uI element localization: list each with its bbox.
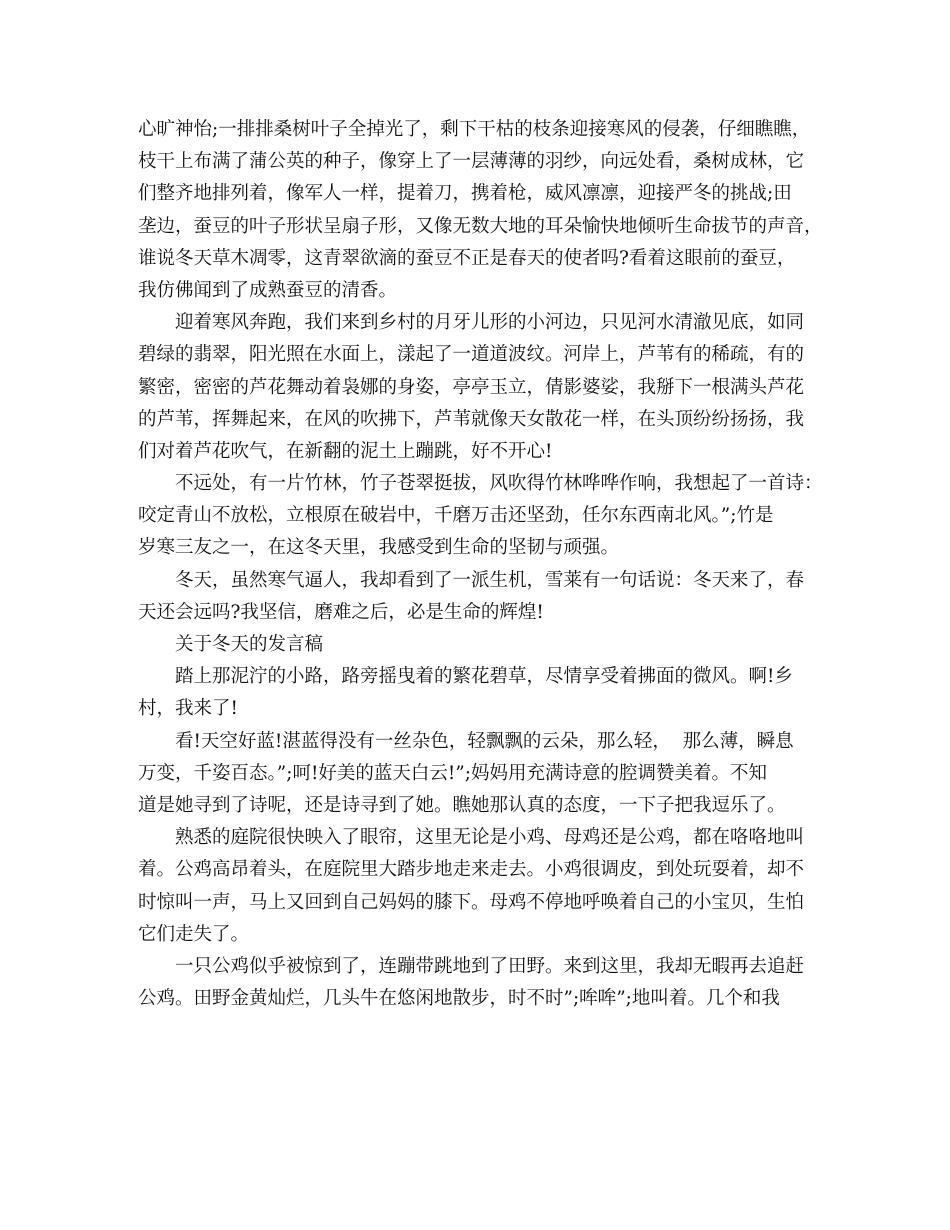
text-line: 繁密，密密的芦花舞动着袅娜的身姿，亭亭玉立，倩影婆娑，我掰下一根满头芦花 <box>138 376 805 398</box>
text-line: 天还会远吗?我坚信，磨难之后，必是生命的辉煌! <box>138 601 544 623</box>
text-line: 时惊叫一声，马上又回到自己妈妈的膝下。母鸡不停地呼唤着自己的小宝贝，生怕 <box>138 891 805 913</box>
text-line: 不远处，有一片竹林，竹子苍翠挺拔，风吹得竹林哗哗作响，我想起了一首诗： <box>175 473 823 495</box>
text-line: 公鸡。田野金黄灿烂，几头牛在悠闲地散步，时不时”;哞哞”;地叫着。几个和我 <box>138 988 780 1010</box>
text-line: 岁寒三友之一，在这冬天里，我感受到生命的坚韧与顽强。 <box>138 537 620 559</box>
text-line: 碧绿的翡翠，阳光照在水面上，漾起了一道道波纹。河岸上，芦苇有的稀疏，有的 <box>138 344 805 366</box>
text-line: 万变，千姿百态。”;呵!好美的蓝天白云!”;妈妈用充满诗意的腔调赞美着。不知 <box>138 762 768 784</box>
text-line: 枝干上布满了蒲公英的种子，像穿上了一层薄薄的羽纱，向远处看，桑树成林，它 <box>138 151 805 173</box>
text-line: 垄边，蚕豆的叶子形状呈扇子形，又像无数大地的耳朵愉快地倾听生命拔节的声音， <box>138 215 823 237</box>
text-line: 我仿佛闻到了成熟蚕豆的清香。 <box>138 279 398 301</box>
text-line: 冬天，虽然寒气逼人，我却看到了一派生机，雪莱有一句话说：冬天来了，春 <box>175 569 805 591</box>
text-line: 一只公鸡似乎被惊到了，连蹦带跳地到了田野。来到这里，我却无暇再去追赶 <box>175 955 805 977</box>
text-line: 着。公鸡高昂着头，在庭院里大踏步地走来走去。小鸡很调皮，到处玩耍着，却不 <box>138 859 805 881</box>
text-line: 咬定青山不放松，立根原在破岩中，千磨万击还坚劲，任尔东西南北风。”;竹是 <box>138 505 774 527</box>
text-line: 村，我来了! <box>138 698 238 720</box>
text-line: 熟悉的庭院很快映入了眼帘，这里无论是小鸡、母鸡还是公鸡，都在咯咯地叫 <box>175 827 805 849</box>
section-heading: 关于冬天的发言稿 <box>175 634 324 655</box>
text-line: 们整齐地排列着，像军人一样，提着刀，携着枪，威风凛凛，迎接严冬的挑战;田 <box>138 183 792 205</box>
text-line: 的芦苇，挥舞起来，在风的吹拂下，芦苇就像天女散花一样，在头顶纷纷扬扬，我 <box>138 408 805 430</box>
text-line: 道是她寻到了诗呢，还是诗寻到了她。瞧她那认真的态度，一下子把我逗乐了。 <box>138 794 786 816</box>
document-body <box>138 114 828 1015</box>
text-line: 它们走失了。 <box>138 923 250 945</box>
text-line: 们对着芦花吹气，在新翻的泥土上蹦跳，好不开心! <box>138 440 553 462</box>
text-line: 踏上那泥泞的小路，路旁摇曳着的繁花碧草，尽情享受着拂面的微风。啊!乡 <box>175 666 793 688</box>
text-line: 迎着寒风奔跑，我们来到乡村的月牙儿形的小河边，只见河水清澈见底，如同 <box>175 312 805 334</box>
text-line: 心旷神怡;一排排桑树叶子全掉光了，剩下干枯的枝条迎接寒风的侵袭，仔细瞧瞧， <box>138 119 811 140</box>
text-line: 谁说冬天草木凋零，这青翠欲滴的蚕豆不正是春天的使者吗?看着这眼前的蚕豆， <box>138 247 796 269</box>
text-line: 看!天空好蓝!湛蓝得没有一丝杂色，轻飘飘的云朵，那么轻， 那么薄，瞬息 <box>175 730 794 752</box>
